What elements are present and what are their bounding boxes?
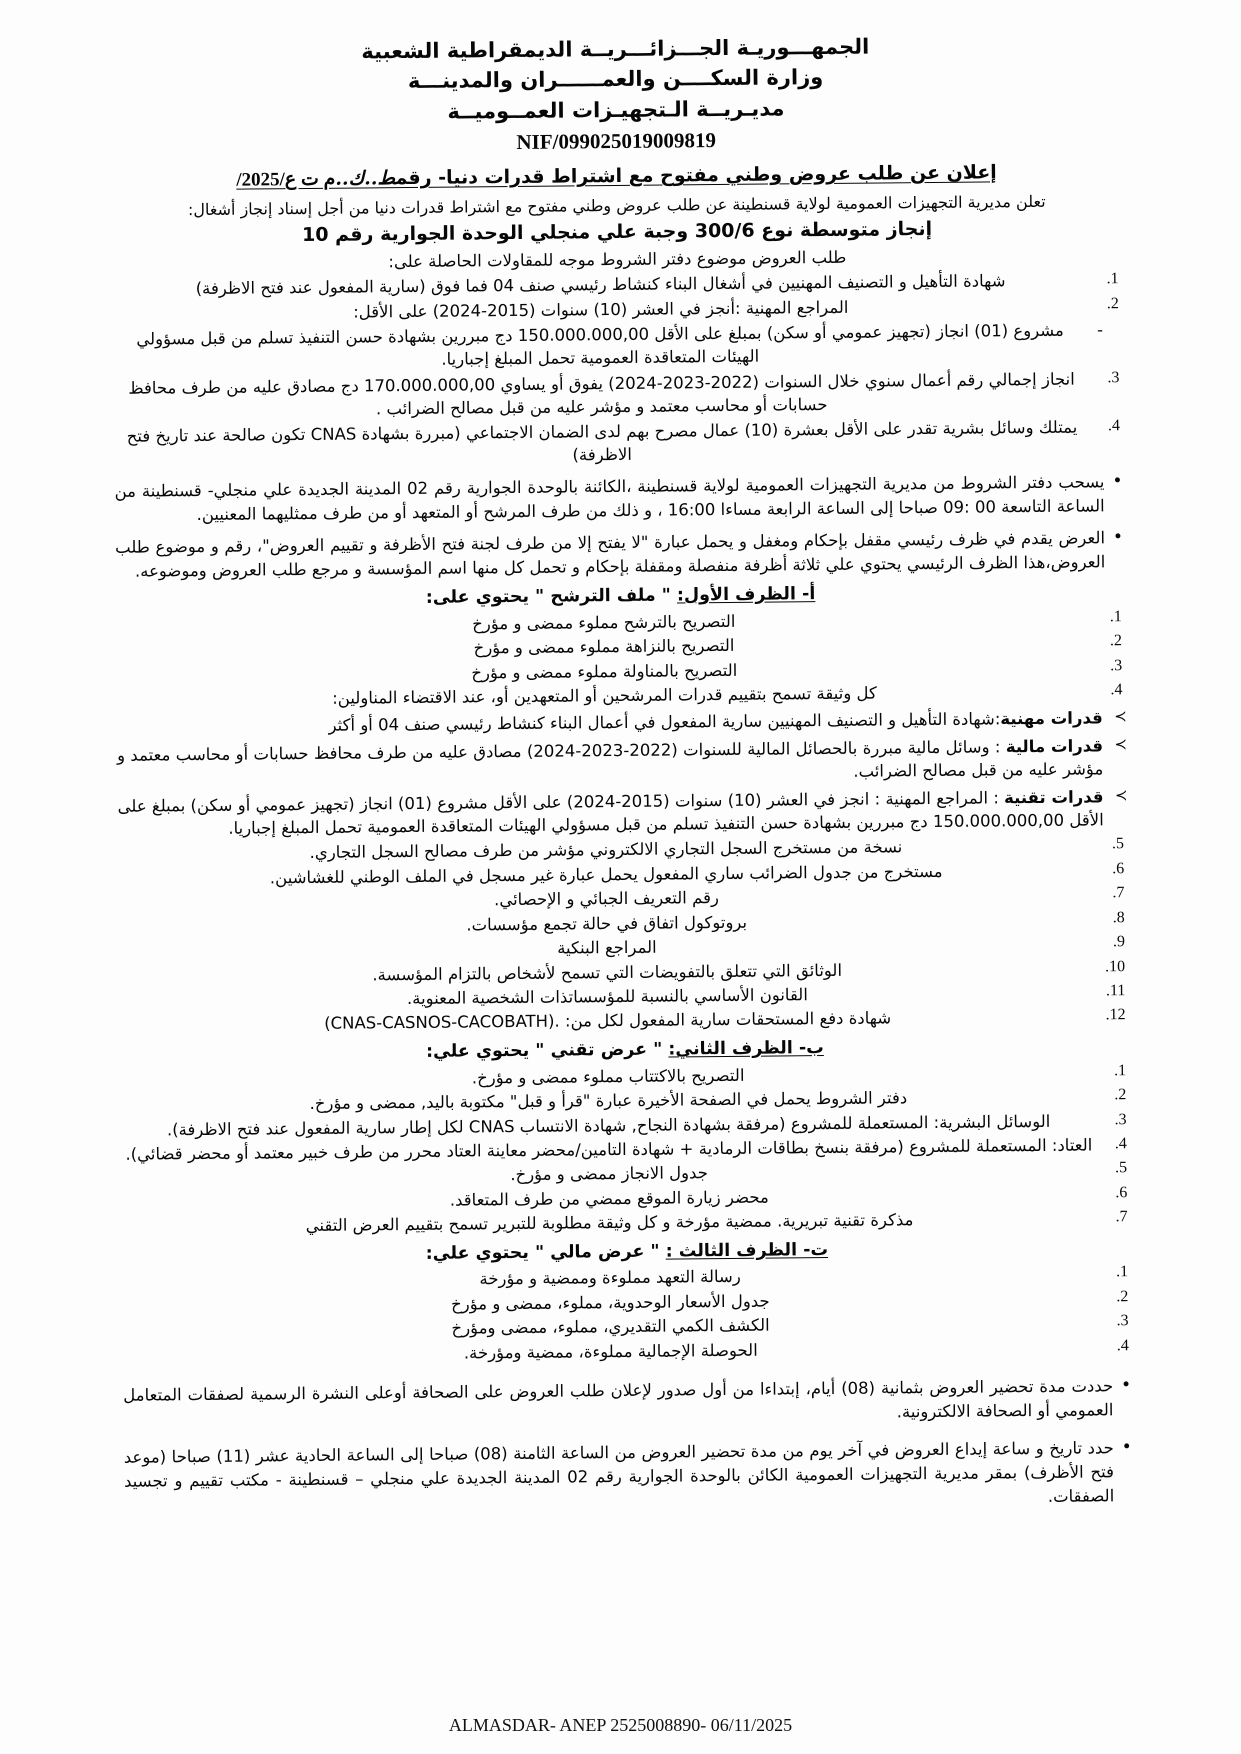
- requirement-item: يمتلك وسائل بشرية تقدر على الأقل بعشرة (10) عمال مصرح بهم لدى الضمان الاجتماعي (مبررة بشهادة CNAS تكون صالحة عند تاريخ فتح الاظرفة): [126, 417, 1078, 465]
- announcement-title-before: إعلان عن طلب عروض وطني مفتوح مع اشتراط قدرات دنيا- رقم: [395, 161, 997, 190]
- envelope-1-item: رقم التعريف الجبائي و الإحصائي.: [493, 888, 719, 910]
- envelope-1-item: مستخرج من جدول الضرائب ساري المفعول يحمل عبارة غير مسجل في الملف الوطني للغشاشين.: [269, 861, 943, 888]
- envelope-1-title: " ملف الترشح " يحتوي على:: [425, 585, 671, 608]
- footer-reference: ALMASDAR- ANEP 2525008890- 06/11/2025: [448, 1715, 793, 1735]
- requirement-item: انجاز إجمالي رقم أعمال سنوي خلال السنوات (2022-2023-2024) يفوق أو يساوي 170.000.000,00 دج مصادق عليه من طرف محافظ حسابات أو محاسب معتمد و مؤشر عليه من قبل مصالح الضرائب .: [128, 369, 1075, 419]
- envelope-2-list: [120, 1060, 1132, 1240]
- envelope-1-list-cont: [118, 834, 1130, 1038]
- bullet-withdraw-specs: • يسحب دفتر الشروط من مديرية التجهيزات العمومية لولاية قسنطينة ،الكائنة بالوحدة الجوارية رقم 02 المدينة الجديدة علي منجلي- قسنطينة من الساعة التاسعة 00 :09 صباحا إلى الساعة الرابعة مساءا 16:00 ، و ذلك من طرف المرشح أو المتعهد أو من طرف ممثليهما المعنيين.: [114, 470, 1124, 528]
- requirement-item: شهادة التأهيل و التصنيف المهنيين في أشغال البناء كنشاط رئيسي صنف 04 فما فوق (سارية المفعول عند فتح الاظرفة): [195, 271, 1006, 299]
- envelope-2-item: دفتر الشروط يحمل في الصفحة الأخيرة عبارة "قرأ و قبل" مكتوبة باليد, ممضى و مؤرخ.: [309, 1088, 908, 1114]
- envelope-2-label: ب- الظرف الثاني:: [668, 1037, 824, 1060]
- capacity-technical-text: : المراجع المهنية : انجز في العشر (10) سنوات (2015-2024) على الأقل مشروع (01) انجاز (تجهيز عمومي أو سكن) بمبلغ على الأقل 150.000.000,00 دج مبررين بشهادة حسن التنفيذ تسلم من قبل مسؤولي الهيئات المتعاقدة العمومية تحمل المبلغ إجباريا.: [117, 787, 1104, 838]
- envelope-1-item: التصريح بالترشح مملوء ممضى و مؤرخ: [472, 611, 736, 634]
- project-object: إنجاز متوسطة نوع 300/6 وجبة علي منجلي الوحدة الجوارية رقم 10: [301, 218, 933, 247]
- envelope-3-item: رسالة التعهد مملوءة وممضية و مؤرخة: [479, 1267, 741, 1289]
- envelope-1-item: بروتوكول اتفاق في حالة تجمع مؤسسات.: [466, 912, 748, 935]
- header-line-republic: الجمهـــوريـة الجـــزائـــريــة الديمقراطية الشعبية: [361, 34, 870, 64]
- header-line-directorate: مديـريــة الـتجهيـزات العمــوميــة: [447, 96, 785, 124]
- requirement-dash-detail: - مشروع (01) انجاز (تجهيز عمومي أو سكن) بمبلغ على الأقل 150.000.000,00 دج مبررين بشهادة حسن التنفيذ تسلم من قبل مسؤولي الهيئات المتعاقدة العمومية تحمل المبلغ إجباريا.: [113, 318, 1123, 375]
- envelope-2-item: محضر زيارة الموقع ممضي من طرف المتعاقد.: [449, 1187, 769, 1210]
- envelope-2-item: العتاد: المستعملة للمشروع (مرفقة بنسخ بطاقات الرمادية + شهادة التامين/محضر معاينة العتاد محرر من طرف خبير معتمد أو محضر قضائي).: [125, 1135, 1093, 1164]
- capacity-financial-text: : وسائل مالية مبررة بالحصائل المالية للسنوات (2022-2023-2024) مصادق عليه من طرف محافظ حسابات أو محاسب معتمد و مؤشر عليه من قبل مصالح الضرائب.: [116, 737, 1104, 781]
- capacity-professional-text: :شهادة التأهيل و التصنيف المهنيين سارية المفعول في أعمال البناء كنشاط رئيسي صنف 04 أو أكثر: [328, 709, 1001, 736]
- requirement-item: المراجع المهنية :أنجز في العشر (10) سنوات (2015-2024) على الأقل:: [353, 297, 849, 322]
- envelope-1-item: شهادة دفع المستحقات سارية المفعول لكل من: .(CNAS-CASNOS-CACOBATH): [324, 1008, 892, 1034]
- intro-lead: تعلن مديرية التجهيزات العمومية لولاية قسنطينة عن طلب عروض وطني مفتوح مع اشتراط قدرات دنيا من أجل إسناد إنجاز أشغال:: [187, 191, 1046, 220]
- envelope-2-item: التصريح بالاكتتاب مملوء ممضى و مؤرخ.: [471, 1065, 745, 1088]
- announcement-title-handwritten-number: ط..ك..: [335, 167, 396, 190]
- requirements-list-cont: [113, 367, 1124, 471]
- envelope-1-list: [116, 606, 1127, 712]
- capacity-financial: [117, 734, 1127, 791]
- announcement-title-after: /م ت ع/2025: [236, 168, 336, 191]
- capacity-financial-label: قدرات مالية: [1005, 736, 1104, 757]
- envelope-2-title: " عرض تقني " يحتوي علي:: [425, 1039, 663, 1062]
- envelope-1-item: الوثائق التي تتعلق بالتفويضات التي تسمح لأشخاص بالتزام المؤسسة.: [372, 960, 843, 984]
- requirements-list: [112, 268, 1122, 326]
- subject-line: طلب العروض موضوع دفتر الشروط موجه للمقاولات الحاصلة على:: [388, 247, 847, 271]
- bullet-submission-deadline: • حدد تاريخ و ساعة إيداع العروض في آخر يوم من مدة تحضير العروض من الساعة الثامنة (08) صباحا إلى الساعة الحادية عشر (11) صباحا (موعد فتح الأظرف) بمقر مديرية التجهيزات العمومية الكائن بالوحدة الجوارية رقم 02 المدينة الجديدة علي منجلي – قسنطينة - مكتب تقييم و تجسيد الصفقات.: [124, 1436, 1135, 1518]
- envelope-3-list: [122, 1262, 1133, 1368]
- capacity-technical: [117, 785, 1127, 842]
- envelope-3-item: جدول الأسعار الوحدوية، مملوء، ممضى و مؤرخ: [450, 1291, 770, 1314]
- bullet-preparation-period: • حددت مدة تحضير العروض بثمانية (08) أيام، إبتداءا من أول صدور لإعلان طلب العروض على الصحافة أوعلى النشرة الرسمية لصفقات المتعامل العمومي أو الصحافة الالكترونية.: [123, 1374, 1133, 1432]
- envelope-3-item: الحوصلة الإجمالية مملوءة، ممضية ومؤرخة.: [463, 1340, 758, 1363]
- envelope-1-item: التصريح بالنزاهة مملوء ممضى و مؤرخ: [473, 635, 735, 658]
- capacity-professional-label: قدرات مهنية: [1000, 708, 1103, 729]
- envelope-3-item: الكشف الكمي التقديري، مملوء، ممضى ومؤرخ: [451, 1315, 770, 1338]
- envelope-1-item: نسخة من مستخرج السجل التجاري الالكتروني مؤشر من طرف مصالح السجل التجاري.: [309, 837, 903, 863]
- envelope-3-label: ت- الظرف الثالث :: [665, 1239, 829, 1262]
- capacity-technical-label: قدرات تقنية: [1004, 786, 1104, 807]
- document-header: [110, 29, 1121, 130]
- nif-number: NIF/099025019009819: [516, 128, 717, 155]
- bullet-offer-submission: • العرض يقدم في ظرف رئيسي مقفل بإحكام ومغفل و يحمل عبارة "لا يفتح إلا من طرف لجنة فتح الأظرفة و تقييم العروض"، رقم و موضوع طلب العروض،هذا الظرف الرئيسي يحتوي علي ثلاثة أظرفة منفصلة ومقفلة بإحكام و تحمل كل منها اسم المؤسسة و مرجع طلب العروض وموضوعه.: [115, 526, 1125, 584]
- envelope-1-item: المراجع البنكية: [557, 937, 657, 958]
- envelope-3-title: " عرض مالي " يحتوي علي:: [425, 1241, 660, 1264]
- header-line-ministry: وزارة السكــــن والعمــــــران والمدينـــة: [407, 65, 824, 94]
- envelope-1-item: القانون الأساسي بالنسبة للمؤسساتذات الشخصية المعنوية.: [406, 985, 808, 1009]
- envelope-2-item: مذكرة تقنية تبريرية. ممضية مؤرخة و كل وثيقة مطلوبة للتبرير تسمح بتقييم العرض التقني: [305, 1210, 914, 1236]
- envelope-1-item: التصريح بالمناولة مملوء ممضى و مؤرخ: [471, 660, 738, 682]
- envelope-2-item: الوسائل البشرية: المستعملة للمشروع (مرفقة بشهادة النجاح, شهادة الانتساب CNAS لكل إطار سارية المفعول عند فتح الاظرفة).: [166, 1111, 1051, 1139]
- envelope-2-item: جدول الانجاز ممضى و مؤرخ.: [510, 1163, 709, 1185]
- envelope-1-label: أ- الظرف الأول:: [676, 583, 816, 606]
- tender-document-body: [110, 29, 1134, 1518]
- envelope-1-item: كل وثيقة تسمح بتقييم قدرات المرشحين أو المتعهدين أو، عند الاقتضاء المناولين:: [332, 683, 877, 708]
